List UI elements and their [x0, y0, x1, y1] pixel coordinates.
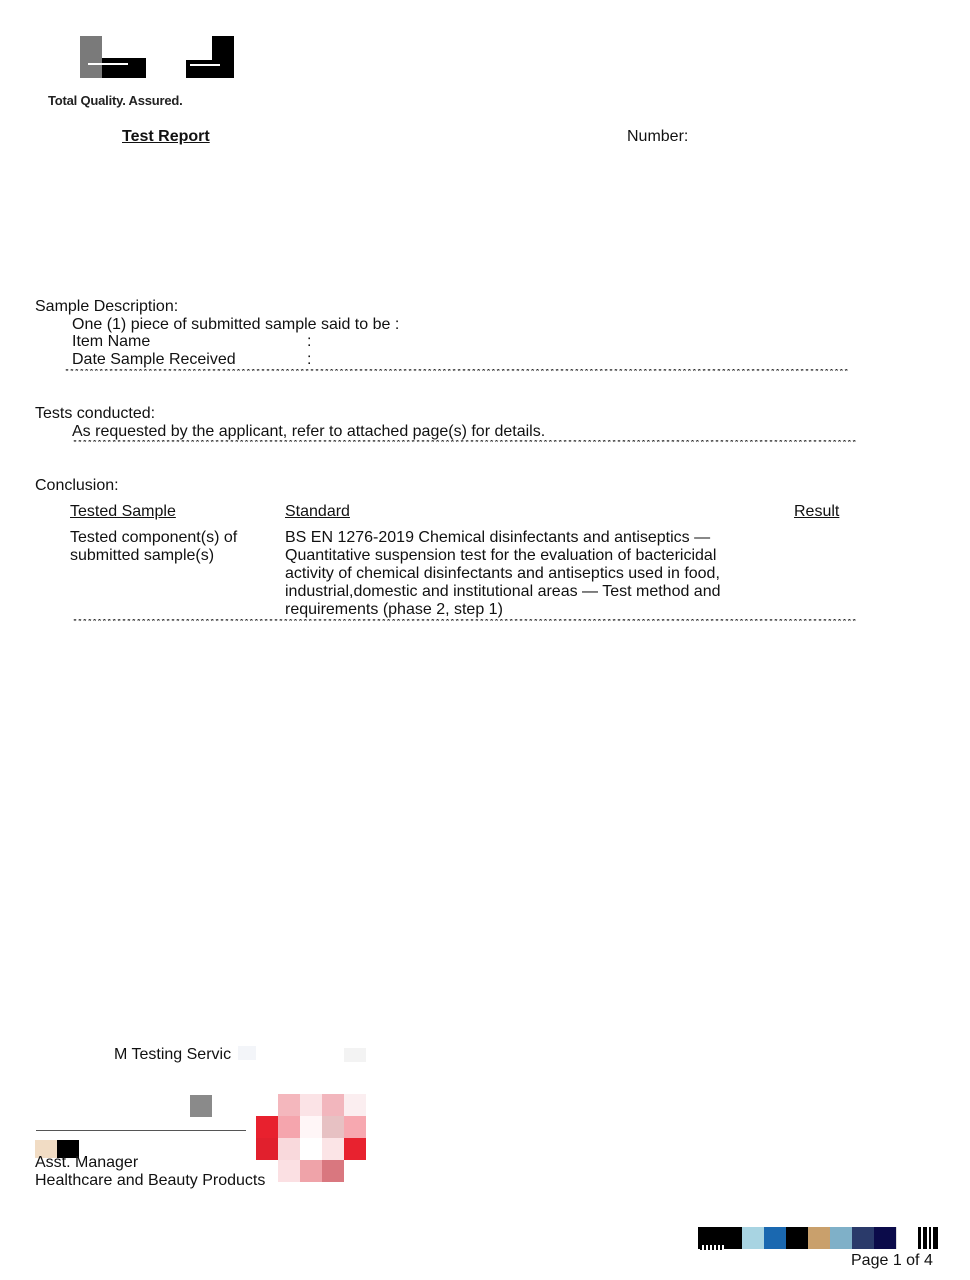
redaction-block: [190, 1095, 212, 1117]
sample-intro: One (1) piece of submitted sample said to be :: [72, 316, 400, 333]
tests-text: As requested by the applicant, refer to attached page(s) for details.: [72, 423, 546, 440]
sample-description-heading: Sample Description:: [35, 298, 179, 315]
separator-line: ****************************************************************************************************************************************************************: [72, 440, 857, 450]
date-received-sep: :: [307, 351, 312, 368]
separator-line: ****************************************************************************************************************************************************************: [72, 619, 857, 629]
redaction-block: [238, 1046, 256, 1060]
signature-line: [36, 1130, 246, 1131]
item-name-sep: :: [307, 333, 312, 350]
tests-heading: Tests conducted:: [35, 405, 156, 422]
standard-line: Quantitative suspension test for the evaluation of bactericidal: [285, 547, 717, 564]
standard-line: activity of chemical disinfectants and antiseptics used in food,: [285, 565, 720, 582]
date-received-label: Date Sample Received: [72, 351, 236, 368]
standard-line: BS EN 1276-2019 Chemical disinfectants and antiseptics —: [285, 529, 711, 546]
page-title: Test Report: [122, 128, 210, 145]
signatory-title: Asst. Manager: [35, 1154, 139, 1171]
conclusion-heading: Conclusion:: [35, 477, 119, 494]
tested-sample-line: Tested component(s) of: [70, 529, 238, 546]
company-logo: [78, 36, 258, 82]
tested-sample-line: submitted sample(s): [70, 547, 215, 564]
item-name-label: Item Name: [72, 333, 151, 350]
column-header-tested-sample: Tested Sample: [70, 503, 176, 520]
column-header-standard: Standard: [285, 503, 350, 520]
standard-line: requirements (phase 2, step 1): [285, 601, 503, 618]
page-number: Page 1 of 4: [851, 1252, 933, 1269]
standard-line: industrial,domestic and institutional areas — Test method and: [285, 583, 721, 600]
redaction-block: [344, 1048, 366, 1062]
company-stamp: [256, 1094, 368, 1184]
logo-tagline: Total Quality. Assured.: [48, 93, 183, 108]
report-number-label: Number:: [627, 128, 689, 145]
column-header-result: Result: [794, 503, 840, 520]
separator-line: ****************************************************************************************************************************************************************: [64, 369, 849, 379]
signatory-department: Healthcare and Beauty Products: [35, 1172, 266, 1189]
testing-company-name: M Testing Servic: [114, 1046, 232, 1063]
